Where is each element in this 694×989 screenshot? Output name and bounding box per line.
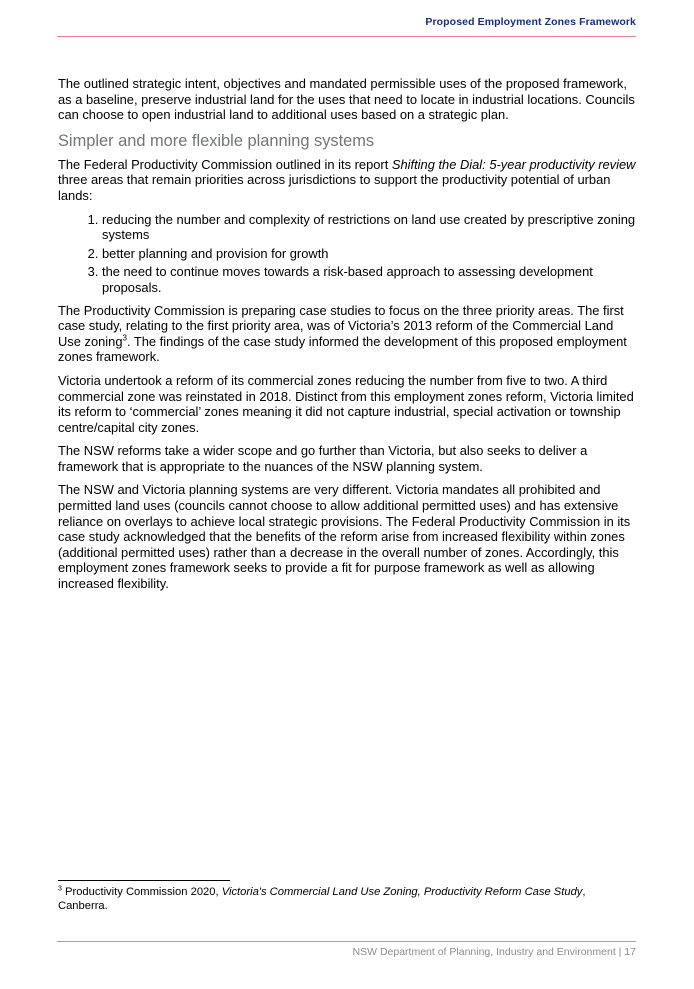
page-body bbox=[58, 76, 636, 600]
footnote-number: 3 bbox=[58, 885, 62, 893]
footnote bbox=[58, 885, 636, 913]
nsw-reform-paragraph: The NSW reforms take a wider scope and go further than Victoria, but also seeks to deliver a framework that is appropriate to the nuances of the NSW planning system. bbox=[58, 443, 588, 474]
list-item: 2. better planning and provision for growth bbox=[102, 246, 636, 262]
page-footer bbox=[57, 941, 636, 958]
list-item: 1. reducing the number and complexity of restrictions on land use created by prescriptive zoning systems bbox=[102, 212, 636, 243]
case-study-paragraph bbox=[58, 303, 636, 365]
footnote-source-title: Victoria's Commercial Land Use Zoning, Productivity Reform Case Study bbox=[221, 886, 583, 898]
document-title: Proposed Employment Zones Framework bbox=[425, 16, 636, 28]
report-title: Shifting the Dial: 5-year productivity review bbox=[391, 156, 636, 172]
productivity-text-start: The Federal Productivity Commission outlined in its report bbox=[58, 156, 392, 172]
footnote-separator bbox=[58, 880, 230, 881]
productivity-paragraph bbox=[58, 157, 636, 204]
case-study-text-start: The Productivity Commission is preparing case studies to focus on the three priority areas. The first case study, relating to the first priority area, was of Victoria’s 2013 reform of the Commercial Land Use zoning bbox=[58, 302, 624, 349]
victoria-reform-paragraph: Victoria undertook a reform of its commercial zones reducing the number from five to two. A third commercial zone was reinstated in 2018. Distinct from this employment zones reform, Victoria limited its reform to ‘commercial’ zones meaning it did not capture industrial, special activation or township centre/capital city zones. bbox=[58, 372, 634, 435]
case-study-text-end: . The findings of the case study informed the development of this proposed employment zones framework. bbox=[58, 333, 627, 365]
planning-systems-paragraph: The NSW and Victoria planning systems are very different. Victoria mandates all prohibited and permitted land uses (councils cannot choose to allow additional permitted uses) and has extensive reliance on overlays to achieve local strategic provisions. The Federal Productivity Commission in its case study acknowledged that the benefits of the reform arise from increased flexibility within zones (additional permitted uses) rather than a decrease in the overall number of zones. Accordingly, this employment zones framework seeks to provide a fit for purpose framework as well as allowing increased flexibility. bbox=[58, 482, 631, 592]
footnote-text-start: Productivity Commission 2020, bbox=[61, 886, 222, 898]
productivity-text-end: three areas that remain priorities across jurisdictions to support the productivity potential of urban lands: bbox=[58, 172, 611, 203]
footer-text: NSW Department of Planning, Industry and Environment | 17 bbox=[352, 946, 636, 958]
footnote-text-end: , Canberra. bbox=[58, 886, 586, 912]
priority-list bbox=[58, 212, 636, 296]
intro-paragraph: The outlined strategic intent, objectives and mandated permissible uses of the proposed framework, as a baseline, preserve industrial land for the uses that need to locate in industrial locations. Councils can choose to open industrial land to additional uses based on a strategic plan. bbox=[58, 76, 635, 123]
list-item: 3. the need to continue moves towards a risk-based approach to assessing development proposals. bbox=[102, 264, 636, 295]
footnote-reference[interactable]: 3 bbox=[122, 333, 127, 343]
page-header bbox=[57, 0, 636, 37]
section-heading: Simpler and more flexible planning systems bbox=[58, 131, 375, 150]
